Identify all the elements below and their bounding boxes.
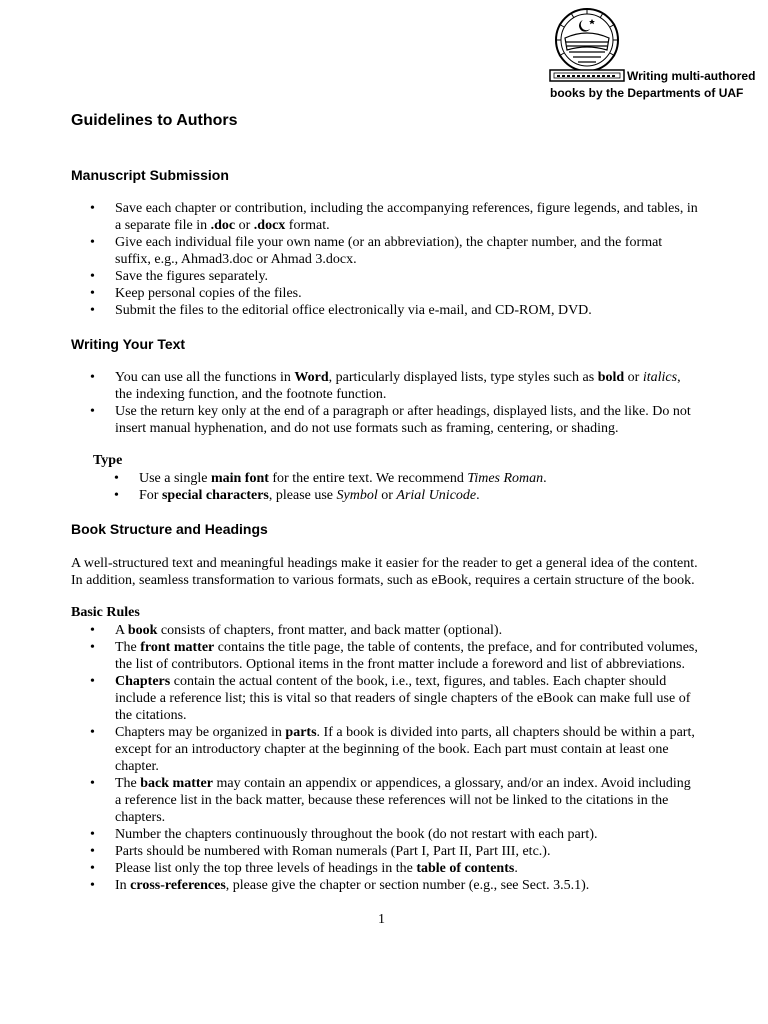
list-item [90,724,700,775]
header-line-1: Writing multi-authored [627,69,756,83]
heading-book-structure: Book Structure and Headings [71,521,268,537]
list-item-text: Use the return key only at the end of a paragraph or after headings, displayed lists, and the like. Do not insert manual hyphenation, and do not use formats such as framing, centering, or shading. [115,404,691,436]
list-item [90,200,700,234]
list-item-text: bold [597,370,625,385]
list-item-text: .docx [253,218,286,233]
list-item [90,268,700,285]
list-item-text: Submit the files to the editorial office electronically via e-mail, and CD-ROM, DVD. [115,303,592,318]
list-item-text: or [377,488,397,503]
list-item-text: contains the title page, the table of contents, the preface, and for contributed volumes, the list of contributors. Optional items in the front matter include a foreword and list of abbreviations. [115,640,698,672]
list-item-text: Please list only the top three levels of headings in the [115,861,417,876]
list-item-text: may contain an appendix or appendices, a glossary, and/or an index. Avoid including a reference list in the back matter, because these references will not be linked to the citations in the chapters. [115,776,691,825]
list-item-text: . If a book is divided into parts, all chapters should be within a part, except for an introductory chapter at the beginning of the book. Each part must contain at least one chapter. [115,725,695,774]
list-item-text: Save the figures separately. [115,269,269,284]
header-caption [550,68,765,102]
list-item-text: Arial Unicode [396,488,477,503]
list-item-text: You can use all the functions in [115,370,295,385]
list-item-text: Symbol [336,488,378,503]
list-item-text: For [139,488,162,503]
list-item-text: consists of chapters, front matter, and back matter (optional). [157,623,503,638]
list-item-text: In [115,878,131,893]
list-item-text: Times Roman [467,471,544,486]
list-item-text: parts [285,725,317,740]
list-item-text: , particularly displayed lists, type styles such as [328,370,598,385]
list-item [90,826,700,843]
list-item-text: italics [642,370,678,385]
list-item [90,403,700,437]
basic-rules-list [90,622,700,894]
list-item-text: The [115,640,141,655]
list-item-text: . [476,488,480,503]
list-item [114,487,694,504]
list-item [90,877,700,894]
list-item-text: Word [294,370,329,385]
list-item [90,775,700,826]
page-title: Guidelines to Authors [71,112,238,129]
list-item-text: , please use [268,488,337,503]
list-item-text: Number the chapters continuously throughout the book (do not restart with each part). [115,827,598,842]
page-number: 1 [378,912,385,927]
list-item-text: , please give the chapter or section number (e.g., see Sect. 3.5.1). [225,878,590,893]
writing-list [90,369,700,437]
list-item-text: table of contents [416,861,515,876]
list-item-text: .doc [210,218,236,233]
list-item-text: or [235,218,254,233]
list-item [90,639,700,673]
list-item-text: main font [210,471,269,486]
list-item [90,285,700,302]
type-list [114,470,694,504]
list-item [90,673,700,724]
list-item-text: Keep personal copies of the files. [115,286,302,301]
list-item-text: . [514,861,518,876]
list-item-text: or [624,370,643,385]
basic-rules-label: Basic Rules [71,605,140,620]
list-item-text: for the entire text. We recommend [268,471,468,486]
list-item-text: The [115,776,141,791]
list-item-text: A [115,623,128,638]
list-item-text: front matter [140,640,215,655]
list-item [90,843,700,860]
list-item-text: contain the actual content of the book, i.e., text, figures, and tables. Each chapter should include a reference list; this is vital so that readers of single chapters of the eBook can make full use of the citations. [115,674,691,723]
list-item-text: . [543,471,547,486]
heading-manuscript-submission: Manuscript Submission [71,167,229,183]
list-item-text: Chapters [115,674,171,689]
list-item [90,234,700,268]
list-item-text: Parts should be numbered with Roman numerals (Part I, Part II, Part III, etc.). [115,844,551,859]
list-item-text: format. [285,218,330,233]
list-item-text: cross-references [130,878,226,893]
list-item-text: Save each chapter or contribution, including the accompanying references, figure legends, and tables, in a separate file in [115,201,698,233]
list-item-text: Use a single [139,471,211,486]
list-item [90,622,700,639]
list-item-text: special characters [161,488,269,503]
header-line-2: books by the Departments of UAF [550,86,744,100]
list-item-text: Give each individual file your own name (or an abbreviation), the chapter number, and the format suffix, e.g., Ahmad3.doc or Ahmad 3.docx. [115,235,663,267]
manuscript-list [90,200,700,319]
list-item-text: back matter [140,776,213,791]
list-item-text: book [127,623,158,638]
list-item [90,369,700,403]
list-item [114,470,694,487]
list-item [90,860,700,877]
list-item-text: Chapters may be organized in [115,725,286,740]
type-label: Type [93,453,123,468]
structure-intro: A well-structured text and meaningful headings make it easier for the reader to get a general idea of the content. In addition, seamless transformation to various formats, such as eBook, requires a certain structure of the book. [71,556,698,588]
list-item [90,302,700,319]
list-item-text: , the indexing function, and the footnote function. [115,370,681,402]
heading-writing-your-text: Writing Your Text [71,336,186,352]
